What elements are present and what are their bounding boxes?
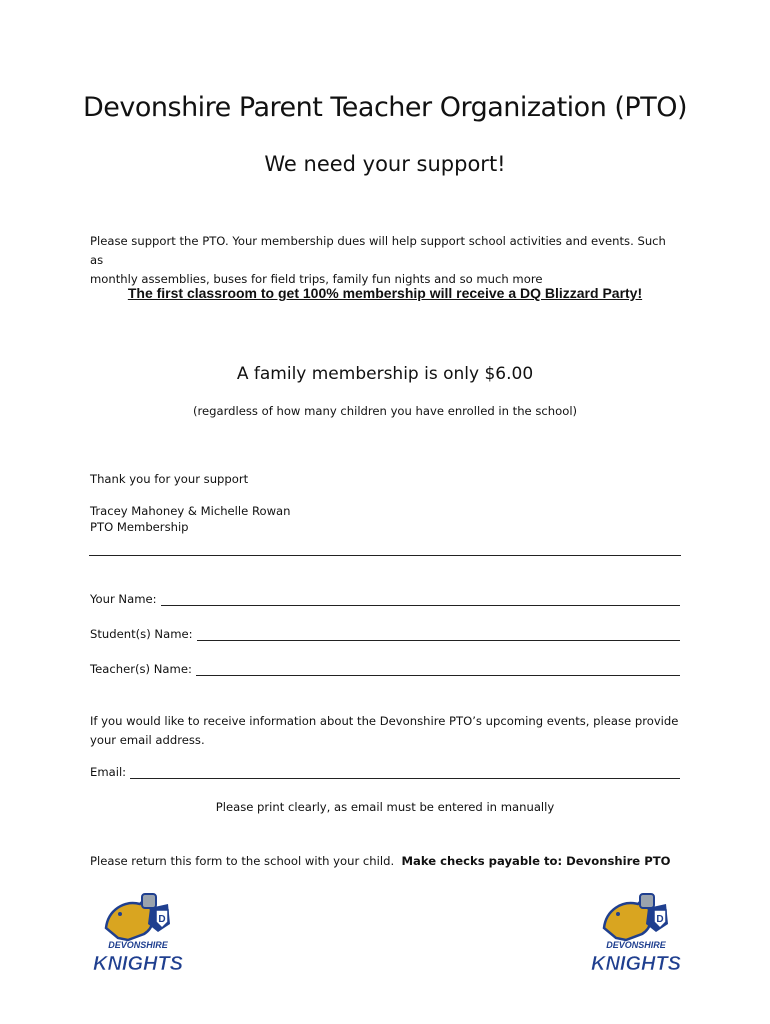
checks-payable-text: Make checks payable to: Devonshire PTO (401, 854, 671, 868)
email-intro (90, 712, 680, 750)
teachers-name-field[interactable] (90, 662, 680, 676)
logo-shield-letter: D (656, 914, 664, 925)
logo-text-top: DEVONSHIRE (108, 940, 168, 950)
email-intro-line-1: If you would like to receive information about the Devonshire PTO’s upcoming events, please provide (90, 714, 679, 728)
return-text: Please return this form to the school with your child. (90, 854, 395, 868)
your-name-field[interactable] (90, 592, 680, 606)
signer-role: PTO Membership (90, 520, 189, 534)
teachers-name-label: Teacher(s) Name: (90, 662, 192, 676)
email-field[interactable] (90, 765, 680, 779)
promo-text: The first classroom to get 100% membership will receive a DQ Blizzard Party! (127, 285, 643, 301)
membership-price: A family membership is only $6.00 (236, 364, 534, 384)
your-name-label: Your Name: (90, 592, 157, 606)
signature-block (90, 503, 680, 535)
divider (89, 555, 681, 556)
teachers-name-blank[interactable] (196, 664, 680, 676)
page-subtitle: We need your support! (264, 152, 506, 176)
signers: Tracey Mahoney & Michelle Rowan (90, 504, 291, 518)
logo-shield-letter: D (158, 914, 166, 925)
email-blank[interactable] (130, 767, 680, 779)
print-note: Please print clearly, as email must be entered in manually (215, 800, 555, 814)
students-name-blank[interactable] (197, 629, 680, 641)
email-intro-line-2: your email address. (90, 733, 205, 747)
intro-line-1: Please support the PTO. Your membership dues will help support school activities and events. Such as (90, 234, 666, 267)
logo-text-bottom: KNIGHTS (591, 953, 681, 975)
knights-logo-right (591, 888, 681, 978)
knights-logo-left (93, 888, 183, 978)
intro-paragraph (90, 232, 680, 289)
membership-note: (regardless of how many children you have enrolled in the school) (192, 404, 578, 418)
students-name-label: Student(s) Name: (90, 627, 193, 641)
return-instructions (90, 852, 680, 871)
intro-line-2: monthly assemblies, buses for field trips, family fun nights and so much more (90, 272, 543, 286)
logo-text-top: DEVONSHIRE (606, 940, 666, 950)
logo-text-bottom: KNIGHTS (93, 953, 183, 975)
thanks-text: Thank you for your support (90, 472, 249, 486)
email-label: Email: (90, 765, 127, 779)
students-name-field[interactable] (90, 627, 680, 641)
page-title: Devonshire Parent Teacher Organization (PTO) (82, 92, 687, 123)
your-name-blank[interactable] (161, 594, 680, 606)
